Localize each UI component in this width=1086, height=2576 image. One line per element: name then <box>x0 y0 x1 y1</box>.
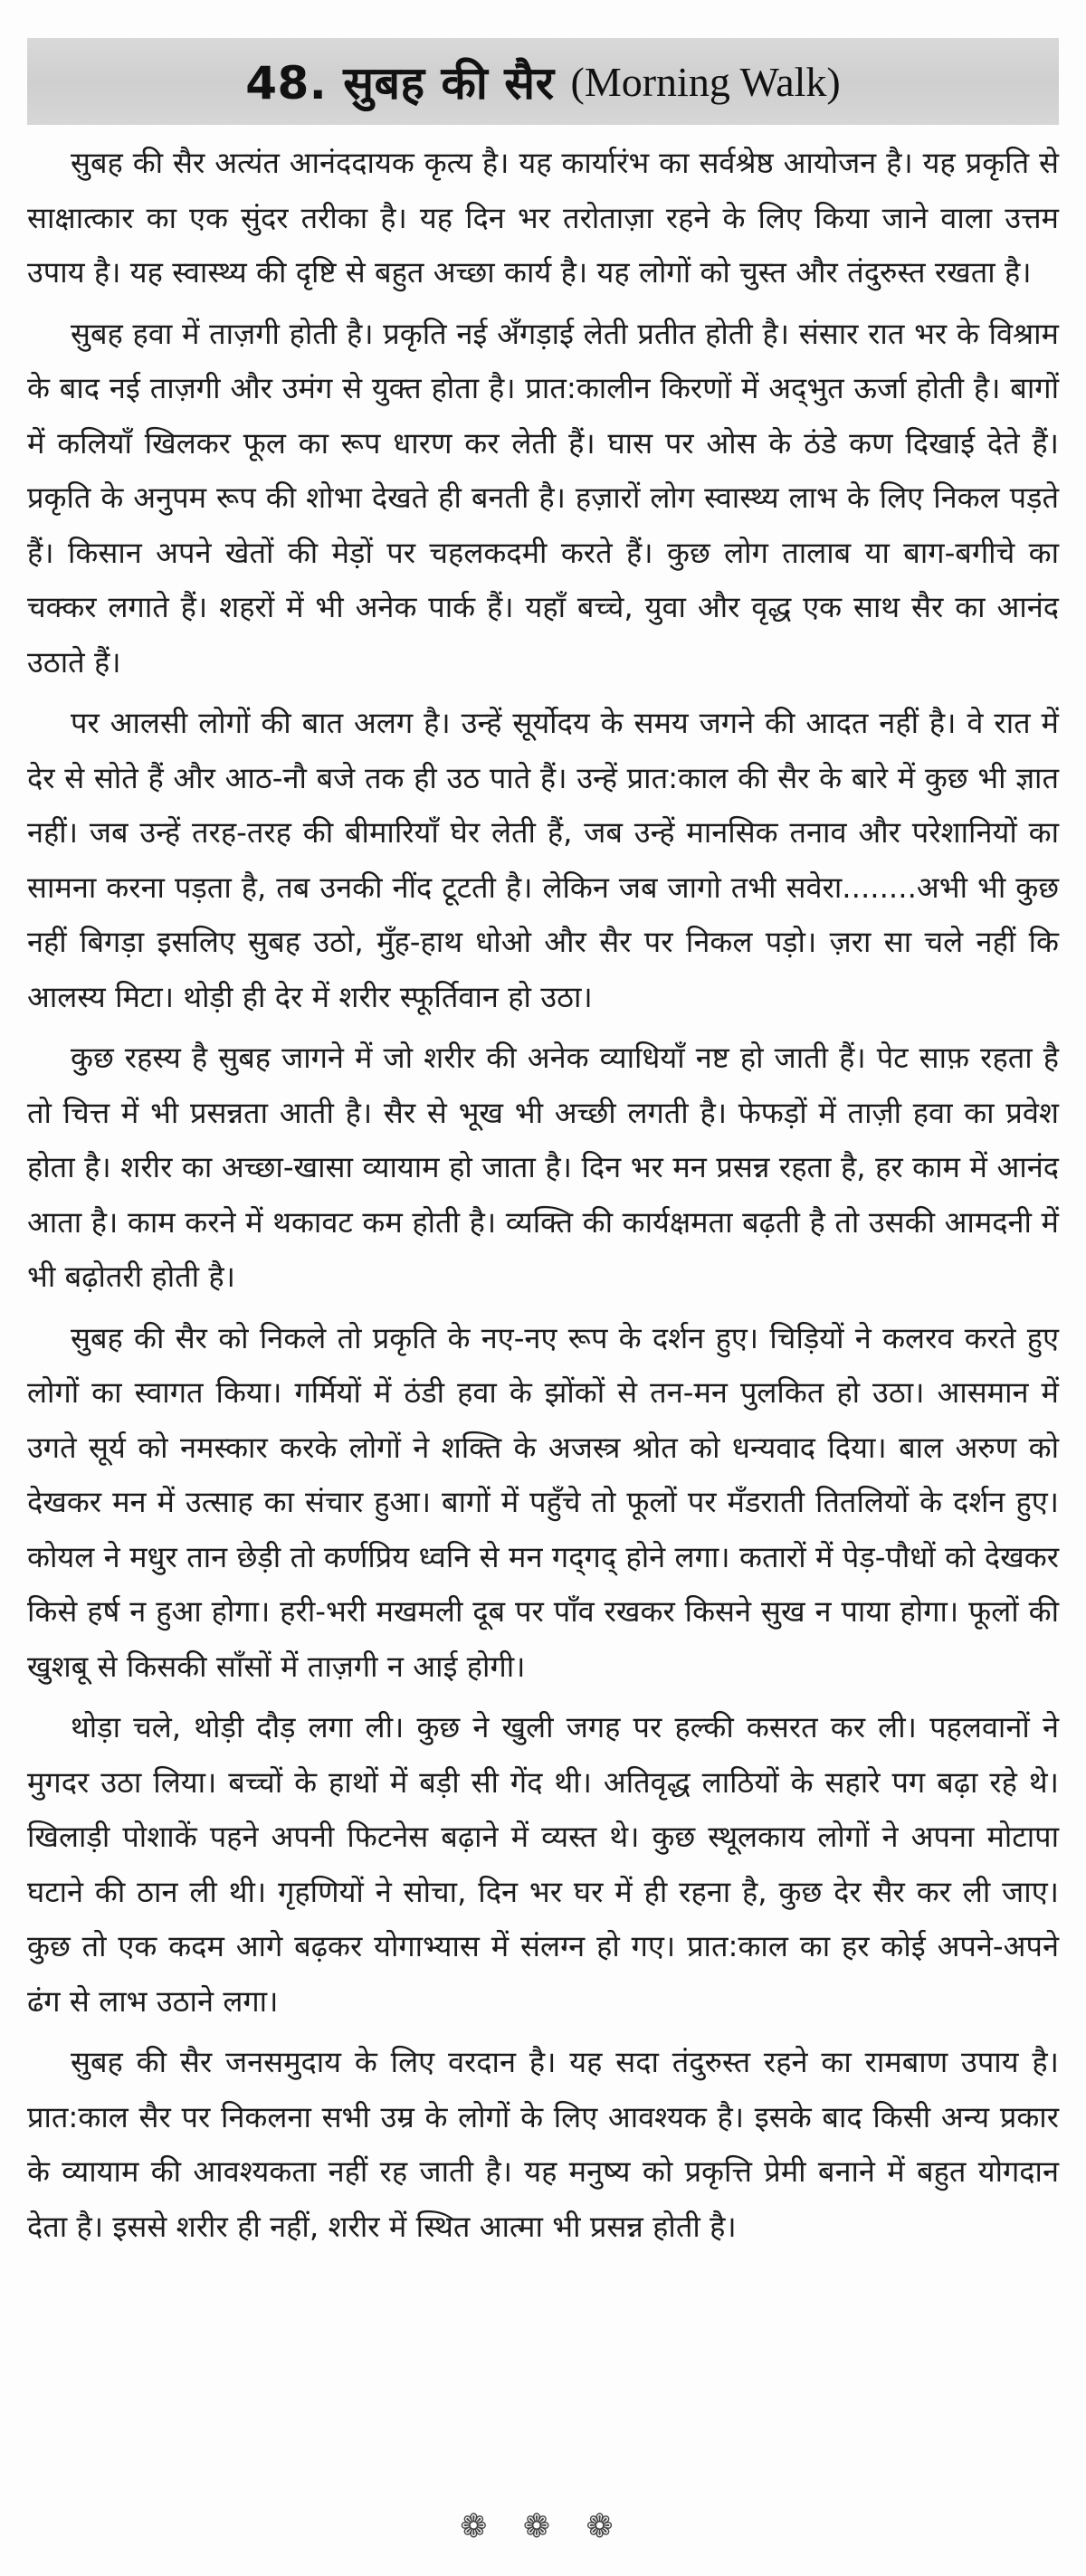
flower-ornament-icon: ❁ ❁ ❁ <box>460 2508 626 2545</box>
paragraph-3: पर आलसी लोगों की बात अलग है। उन्हें सूर्योदय के समय जगने की आदत नहीं है। वे रात में देर से सोते हैं और आठ-नौ बजे तक ही उठ पाते हैं। उन्हें प्रात:काल की सैर के बारे में कुछ भी ज्ञात नहीं। जब उन्हें तरह-तरह की बीमारियाँ घेर लेती हैं, जब उन्हें मानसिक तनाव और परेशानियों का सामना करना पड़ता है, तब उनकी नींद टूटती है। लेकिन जब जागो तभी सवेरा........अभी भी कुछ नहीं बिगड़ा इसलिए सुबह उठो, मुँह-हाथ धोओ और सैर पर निकल पड़ो। ज़रा सा चले नहीं कि आलस्य मिटा। थोड़ी ही देर में शरीर स्फूर्तिवान हो उठा। <box>27 706 1059 1014</box>
paragraph-5: सुबह की सैर को निकले तो प्रकृति के नए-नए रूप के दर्शन हुए। चिड़ियों ने कलरव करते हुए लोगों का स्वागत किया। गर्मियों में ठंडी हवा के झोंकों से तन-मन पुलकित हो उठा। आसमान में उगते सूर्य को नमस्कार करके लोगों ने शक्ति के अजस्त्र श्रोत को धन्यवाद दिया। बाल अरुण को देखकर मन में उत्साह का संचार हुआ। बागों में पहुँचे तो फूलों पर मँडराती तितलियों के दर्शन हुए। कोयल ने मधुर तान छेड़ी तो कर्णप्रिय ध्वनि से मन गद्‌गद्‌ होने लगा। कतारों में पेड़-पौधों को देखकर किसे हर्ष न हुआ होगा। हरी-भरी मखमली दूब पर पाँव रखकर किसने सुख न पाया होगा। फूलों की खुशबू से किसकी साँसों में ताज़गी न आई होगी। <box>27 1320 1059 1684</box>
paragraph-6: थोड़ा चले, थोड़ी दौड़ लगा ली। कुछ ने खुली जगह पर हल्की कसरत कर ली। पहलवानों ने मुगदर उठा लिया। बच्चों के हाथों में बड़ी सी गेंद थी। अतिवृद्ध लाठियों के सहारे पग बढ़ा रहे थे। खिलाड़ी पोशाकें पहने अपनी फिटनेस बढ़ाने में व्यस्त थे। कुछ स्थूलकाय लोगों ने अपना मोटापा घटाने की ठान ली थी। गृहणियों ने सोचा, दिन भर घर में ही रहना है, कुछ देर सैर कर ली जाए। कुछ तो एक कदम आगे बढ़कर योगाभ्यास में संलग्न हो गए। प्रात:काल का हर कोई अपने-अपने ढंग से लाभ उठाने लगा। <box>27 1710 1059 2019</box>
paragraph-2: सुबह हवा में ताज़गी होती है। प्रकृति नई अँगड़ाई लेती प्रतीत होती है। संसार रात भर के विश्राम के बाद नई ताज़गी और उमंग से युक्त होता है। प्रात:कालीन किरणों में अद्‌भुत ऊर्जा होती है। बागों में कलियाँ खिलकर फूल का रूप धारण कर लेती हैं। घास पर ओस के ठंडे कण दिखाई देते हैं। प्रकृति के अनुपम रूप की शोभा देखते ही बनती है। हज़ारों लोग स्वास्थ्य लाभ के लिए निकल पड़ते हैं। किसान अपने खेतों की मेड़ों पर चहलकदमी करते हैं। कुछ लोग तालाब या बाग-बगीचे का चक्कर लगाते हैं। शहरों में भी अनेक पार्क हैं। यहाँ बच्चे, युवा और वृद्ध एक साथ सैर का आनंद उठाते हैं। <box>27 316 1059 680</box>
essay-body <box>27 136 1059 2260</box>
paragraph-1: सुबह की सैर अत्यंत आनंददायक कृत्य है। यह कार्यारंभ का सर्वश्रेष्ठ आयोजन है। यह प्रकृति से साक्षात्कार का एक सुंदर तरीका है। यह दिन भर तरोताज़ा रहने के लिए किया जाने वाला उत्तम उपाय है। यह स्वास्थ्य की दृष्टि से बहुत अच्छा कार्य है। यह लोगों को चुस्त और तंदुरुस्त रखता है। <box>27 146 1059 290</box>
page-title: 48. सुबह की सैर <box>245 57 555 109</box>
paragraph-7: सुबह की सैर जनसमुदाय के लिए वरदान है। यह सदा तंदुरुस्त रहने का रामबाण उपाय है। प्रात:काल सैर पर निकलना सभी उम्र के लोगों के लिए आवश्यक है। इसके बाद किसी अन्य प्रकार के व्यायाम की आवश्यकता नहीं रह जाती है। यह मनुष्य को प्रकृत्ति प्रेमी बनाने में बहुत योगदान देता है। इससे शरीर ही नहीं, शरीर में स्थित आत्मा भी प्रसन्न होती है। <box>27 2045 1059 2244</box>
paragraph-4: कुछ रहस्य है सुबह जागने में जो शरीर की अनेक व्याधियाँ नष्ट हो जाती हैं। पेट साफ़ रहता है तो चित्त में भी प्रसन्नता आती है। सैर से भूख भी अच्छी लगती है। फेफड़ों में ताज़ी हवा का प्रवेश होता है। शरीर का अच्छा-खासा व्यायाम हो जाता है। दिन भर मन प्रसन्न रहता है, हर काम में आनंद आता है। काम करने में थकावट कम होती है। व्यक्ति की कार्यक्षमता बढ़ती है तो उसकी आमदनी में भी बढ़ोतरी होती है। <box>27 1041 1059 1294</box>
page-title-english: (Morning Walk) <box>570 58 841 105</box>
title-banner <box>27 38 1059 125</box>
